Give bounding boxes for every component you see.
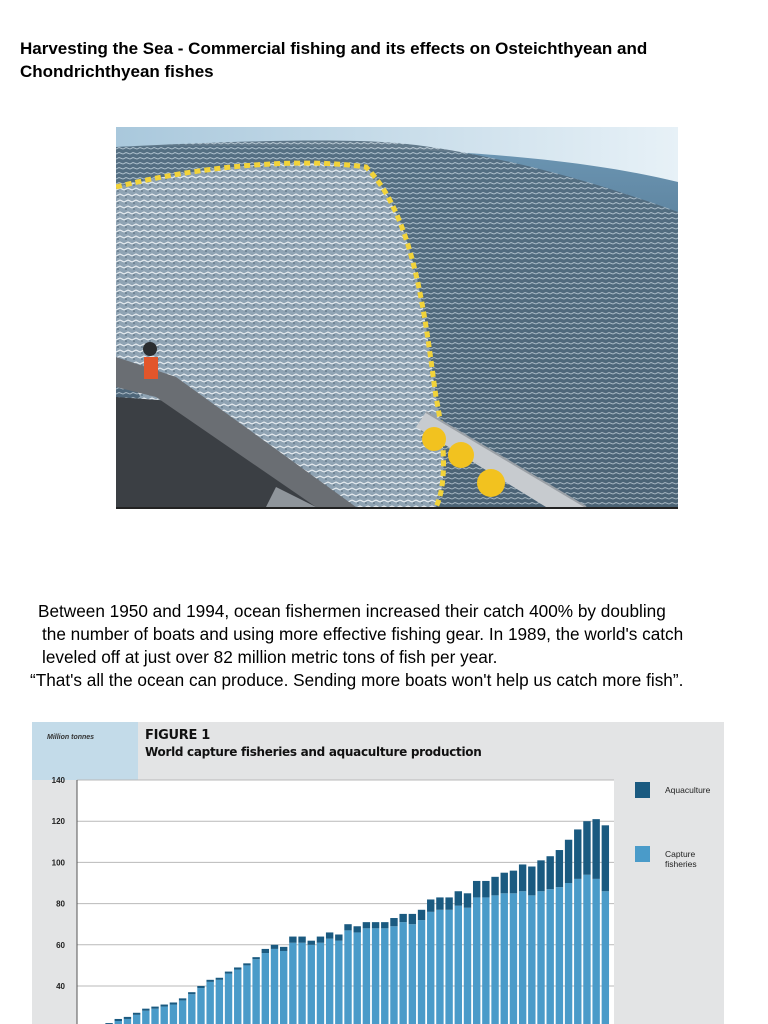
bar-capture-8 [161,1007,168,1024]
bar-aquaculture-51 [556,850,563,887]
bar-capture-43 [482,897,489,1024]
bar-aquaculture-40 [455,891,462,905]
legend-swatch-aquaculture [635,782,650,798]
bar-capture-14 [216,980,223,1024]
bar-aquaculture-17 [243,963,250,965]
bar-aquaculture-56 [602,825,609,891]
y-tick-label-140: 140 [51,776,65,785]
bar-aquaculture-4 [124,1017,131,1019]
legend-swatch-capture-fisheries [635,846,650,862]
y-tick-label-80: 80 [56,899,65,909]
document-title: Harvesting the Sea - Commercial fishing and its effects on Osteichthyean and Chondrichthyean fishes [20,39,648,81]
legend-label-aquaculture: Aquaculture [665,785,711,795]
paragraph-line-2: the number of boats and using more effective fishing gear. In 1989, the world's catch [42,624,684,644]
bar-aquaculture-37 [427,899,434,911]
bar-capture-45 [501,893,508,1024]
bar-capture-23 [298,943,305,1024]
bar-capture-6 [142,1011,149,1024]
bar-aquaculture-54 [583,821,590,875]
bar-capture-20 [271,949,278,1024]
paragraph-line-1: Between 1950 and 1994, ocean fishermen increased their catch 400% by doubling [38,601,666,621]
bar-capture-56 [602,891,609,1024]
bar-capture-38 [436,910,443,1024]
bar-capture-15 [225,974,232,1024]
bar-aquaculture-36 [418,910,425,920]
bar-capture-46 [510,893,517,1024]
bar-capture-51 [556,887,563,1024]
bar-aquaculture-47 [519,864,526,891]
bar-capture-5 [133,1015,140,1024]
y-tick-label-60: 60 [56,940,65,950]
bar-capture-32 [381,928,388,1024]
bar-capture-19 [262,953,269,1024]
bar-aquaculture-30 [363,922,370,928]
bar-capture-37 [427,912,434,1024]
bar-aquaculture-53 [574,829,581,878]
bar-capture-35 [409,924,416,1024]
bar-capture-28 [344,930,351,1024]
bar-aquaculture-39 [445,897,452,909]
bar-capture-27 [335,941,342,1024]
paragraph-quote: “That's all the ocean can produce. Sending more boats won't help us catch more fish”. [30,670,684,690]
bar-aquaculture-12 [197,986,204,988]
bar-capture-40 [455,906,462,1024]
bar-aquaculture-46 [510,871,517,894]
bar-capture-53 [574,879,581,1024]
bar-capture-34 [399,922,406,1024]
bar-aquaculture-3 [115,1019,122,1021]
bar-chart [32,722,724,1024]
bar-aquaculture-26 [326,932,333,938]
figure-1 [32,722,724,1024]
bar-capture-36 [418,920,425,1024]
bar-aquaculture-29 [354,926,361,932]
bar-capture-31 [372,928,379,1024]
bar-capture-9 [170,1005,177,1024]
bar-aquaculture-13 [206,980,213,982]
bar-aquaculture-21 [280,947,287,951]
bar-aquaculture-45 [501,873,508,894]
bar-capture-25 [317,943,324,1024]
bar-capture-47 [519,891,526,1024]
bar-aquaculture-48 [528,867,535,896]
bar-capture-44 [491,895,498,1024]
bar-capture-29 [354,932,361,1024]
bar-aquaculture-19 [262,949,269,953]
bar-capture-54 [583,875,590,1024]
bar-capture-11 [188,994,195,1024]
bar-aquaculture-23 [298,937,305,943]
bar-aquaculture-10 [179,998,186,1000]
bar-capture-30 [363,928,370,1024]
bar-capture-17 [243,965,250,1024]
bar-aquaculture-9 [170,1002,177,1004]
y-tick-label-100: 100 [51,858,65,868]
bar-aquaculture-28 [344,924,351,930]
bar-capture-50 [547,889,554,1024]
figure-label: FIGURE 1 [145,728,211,743]
bar-capture-52 [565,883,572,1024]
y-axis-unit: Million tonnes [47,734,95,741]
bar-aquaculture-5 [133,1013,140,1015]
bar-aquaculture-41 [464,893,471,907]
bar-aquaculture-15 [225,972,232,974]
bar-aquaculture-22 [289,937,296,943]
bar-aquaculture-43 [482,881,489,897]
bar-capture-24 [308,945,315,1024]
bar-aquaculture-38 [436,897,443,909]
bar-capture-10 [179,1000,186,1024]
legend-label-capture-fisheries: Capture fisheries [665,849,697,869]
bar-aquaculture-34 [399,914,406,922]
bar-aquaculture-52 [565,840,572,883]
bar-capture-18 [252,959,259,1024]
bar-capture-16 [234,970,241,1024]
bar-aquaculture-11 [188,992,195,994]
bar-capture-39 [445,910,452,1024]
bar-aquaculture-42 [473,881,480,897]
body-paragraph [30,600,768,692]
bar-capture-55 [592,879,599,1024]
bar-aquaculture-8 [161,1005,168,1007]
bar-aquaculture-7 [151,1007,158,1009]
bar-aquaculture-25 [317,937,324,943]
bar-aquaculture-27 [335,935,342,941]
bar-aquaculture-14 [216,978,223,980]
bar-aquaculture-16 [234,967,241,969]
figure-title: World capture fisheries and aquaculture production [145,745,482,759]
bar-aquaculture-18 [252,957,259,959]
y-tick-label-120: 120 [51,817,65,827]
bar-capture-7 [151,1009,158,1024]
bar-capture-12 [197,988,204,1024]
bar-aquaculture-32 [381,922,388,928]
bar-aquaculture-20 [271,945,278,949]
bar-aquaculture-49 [537,860,544,891]
bar-aquaculture-6 [142,1009,149,1011]
bar-capture-26 [326,939,333,1024]
fishing-net-photo [116,127,678,509]
bar-capture-41 [464,908,471,1024]
bar-aquaculture-33 [390,918,397,926]
bar-aquaculture-24 [308,941,315,945]
bar-capture-4 [124,1019,131,1024]
bar-aquaculture-35 [409,914,416,924]
bar-aquaculture-31 [372,922,379,928]
bar-capture-42 [473,897,480,1024]
paragraph-line-3: leveled off at just over 82 million metric tons of fish per year. [42,647,498,667]
bar-capture-48 [528,895,535,1024]
bar-capture-13 [206,982,213,1024]
bar-aquaculture-44 [491,877,498,896]
bar-capture-21 [280,951,287,1024]
y-tick-label-40: 40 [56,982,65,991]
bar-aquaculture-55 [592,819,599,879]
bar-capture-33 [390,926,397,1024]
bar-capture-49 [537,891,544,1024]
bar-capture-22 [289,943,296,1024]
bar-aquaculture-50 [547,856,554,889]
fishing-net-illustration [116,127,678,507]
